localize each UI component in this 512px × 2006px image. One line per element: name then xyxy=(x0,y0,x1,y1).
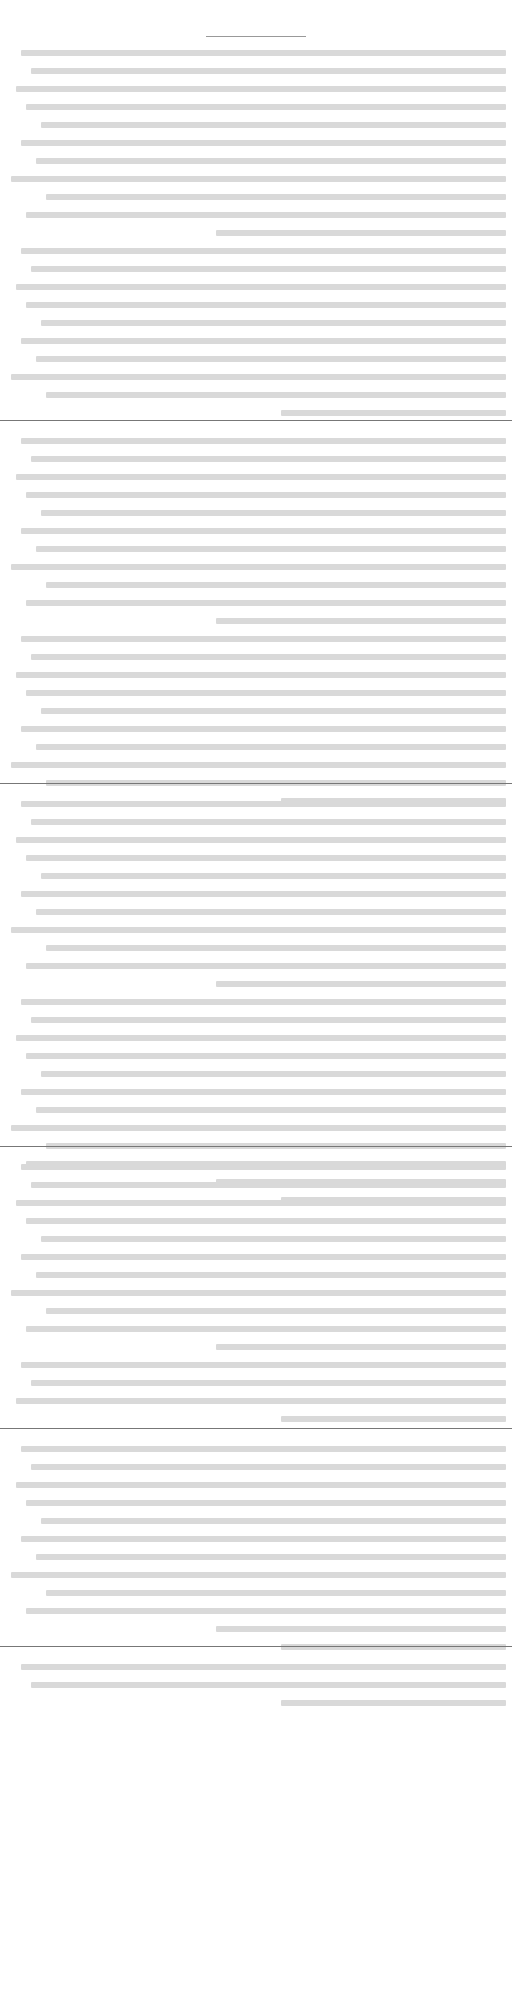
text-line-placeholder xyxy=(31,1682,506,1688)
text-line-placeholder xyxy=(21,1362,506,1368)
text-line-placeholder xyxy=(26,855,506,861)
text-line xyxy=(6,1374,506,1392)
text-line xyxy=(6,62,506,80)
text-line xyxy=(6,206,506,224)
text-line xyxy=(6,1548,506,1566)
text-line xyxy=(6,1047,506,1065)
text-line-placeholder xyxy=(41,320,506,326)
text-line-placeholder xyxy=(26,302,506,308)
text-line xyxy=(6,648,506,666)
text-line xyxy=(6,44,506,62)
text-line xyxy=(6,1620,506,1638)
text-line-placeholder xyxy=(26,1500,506,1506)
text-line-placeholder xyxy=(216,230,506,236)
text-line xyxy=(6,684,506,702)
text-line-placeholder xyxy=(21,1536,506,1542)
text-line xyxy=(6,993,506,1011)
paragraph-section-4 xyxy=(6,1158,506,1428)
text-line-placeholder xyxy=(21,999,506,1005)
text-line xyxy=(6,849,506,867)
text-line xyxy=(6,1584,506,1602)
text-line xyxy=(6,630,506,648)
text-line-placeholder xyxy=(216,618,506,624)
text-line xyxy=(6,939,506,957)
text-line-placeholder xyxy=(21,1254,506,1260)
text-line-placeholder xyxy=(21,438,506,444)
section-divider xyxy=(0,1646,512,1647)
text-line xyxy=(6,831,506,849)
text-line xyxy=(6,885,506,903)
text-line xyxy=(6,702,506,720)
text-line-placeholder xyxy=(41,1518,506,1524)
text-line-placeholder xyxy=(11,762,506,768)
text-line xyxy=(6,1194,506,1212)
text-line-placeholder xyxy=(281,1700,506,1706)
text-line-placeholder xyxy=(21,528,506,534)
text-line-placeholder xyxy=(46,1590,506,1596)
text-line-placeholder xyxy=(36,546,506,552)
text-line xyxy=(6,1266,506,1284)
text-line xyxy=(6,1248,506,1266)
text-line xyxy=(6,1512,506,1530)
text-line xyxy=(6,170,506,188)
text-line-placeholder xyxy=(16,474,506,480)
title-divider xyxy=(206,36,306,37)
text-line-placeholder xyxy=(41,122,506,128)
text-line-placeholder xyxy=(26,1218,506,1224)
text-line xyxy=(6,666,506,684)
text-line-placeholder xyxy=(21,338,506,344)
section-divider xyxy=(0,1428,512,1429)
text-line-placeholder xyxy=(281,410,506,416)
text-line xyxy=(6,1566,506,1584)
text-line xyxy=(6,1458,506,1476)
text-line xyxy=(6,386,506,404)
text-line xyxy=(6,152,506,170)
text-line xyxy=(6,720,506,738)
text-line xyxy=(6,1530,506,1548)
text-line-placeholder xyxy=(11,374,506,380)
text-line xyxy=(6,921,506,939)
text-line xyxy=(6,80,506,98)
text-line-placeholder xyxy=(16,86,506,92)
text-line-placeholder xyxy=(11,1290,506,1296)
text-line xyxy=(6,1212,506,1230)
text-line-placeholder xyxy=(21,1664,506,1670)
text-line-placeholder xyxy=(11,564,506,570)
text-line xyxy=(6,1284,506,1302)
text-line-placeholder xyxy=(26,492,506,498)
text-line xyxy=(6,813,506,831)
text-line xyxy=(6,1392,506,1410)
section-divider xyxy=(0,1146,512,1147)
text-line xyxy=(6,957,506,975)
section-divider xyxy=(0,783,512,784)
text-line-placeholder xyxy=(26,1053,506,1059)
text-line-placeholder xyxy=(31,68,506,74)
paragraph-section-1 xyxy=(6,44,506,422)
text-line-placeholder xyxy=(36,744,506,750)
text-line-placeholder xyxy=(46,392,506,398)
text-line-placeholder xyxy=(41,1236,506,1242)
text-line xyxy=(6,1083,506,1101)
text-line-placeholder xyxy=(46,582,506,588)
text-line xyxy=(6,1029,506,1047)
text-line xyxy=(6,468,506,486)
text-line xyxy=(6,540,506,558)
text-line-placeholder xyxy=(46,194,506,200)
text-line-placeholder xyxy=(31,1380,506,1386)
text-line-placeholder xyxy=(31,654,506,660)
text-line-placeholder xyxy=(31,266,506,272)
text-line-placeholder xyxy=(41,1071,506,1077)
text-line-placeholder xyxy=(36,1107,506,1113)
text-line xyxy=(6,1119,506,1137)
text-line xyxy=(6,1638,506,1656)
text-line-placeholder xyxy=(21,801,506,807)
text-line-placeholder xyxy=(21,248,506,254)
text-line xyxy=(6,1338,506,1356)
text-line xyxy=(6,314,506,332)
text-line xyxy=(6,738,506,756)
text-line-placeholder xyxy=(16,837,506,843)
text-line-placeholder xyxy=(16,1482,506,1488)
section-divider xyxy=(0,420,512,421)
text-line xyxy=(6,975,506,993)
text-line-placeholder xyxy=(216,1626,506,1632)
text-line-placeholder xyxy=(36,158,506,164)
text-line xyxy=(6,332,506,350)
paragraph-section-5 xyxy=(6,1440,506,1656)
text-line xyxy=(6,558,506,576)
text-line xyxy=(6,450,506,468)
text-line xyxy=(6,867,506,885)
text-line-placeholder xyxy=(216,981,506,987)
text-line-placeholder xyxy=(21,1164,506,1170)
text-line xyxy=(6,1230,506,1248)
text-line-placeholder xyxy=(36,1554,506,1560)
text-line xyxy=(6,1356,506,1374)
text-line-placeholder xyxy=(21,891,506,897)
text-line-placeholder xyxy=(21,50,506,56)
text-line xyxy=(6,594,506,612)
text-line-placeholder xyxy=(46,1308,506,1314)
text-line xyxy=(6,278,506,296)
text-line xyxy=(6,1658,506,1676)
text-line xyxy=(6,1320,506,1338)
text-line xyxy=(6,432,506,450)
text-line xyxy=(6,1302,506,1320)
text-line-placeholder xyxy=(26,1608,506,1614)
text-line-placeholder xyxy=(21,1089,506,1095)
text-line-placeholder xyxy=(31,456,506,462)
text-line-placeholder xyxy=(36,909,506,915)
text-line xyxy=(6,1101,506,1119)
text-line-placeholder xyxy=(21,1446,506,1452)
text-line-placeholder xyxy=(11,927,506,933)
text-line-placeholder xyxy=(46,945,506,951)
text-line xyxy=(6,98,506,116)
text-line-placeholder xyxy=(16,1398,506,1404)
text-line xyxy=(6,522,506,540)
text-line xyxy=(6,756,506,774)
text-line xyxy=(6,224,506,242)
text-line xyxy=(6,260,506,278)
text-line xyxy=(6,1158,506,1176)
text-line-placeholder xyxy=(21,726,506,732)
text-line xyxy=(6,350,506,368)
text-line-placeholder xyxy=(16,672,506,678)
text-line-placeholder xyxy=(216,1344,506,1350)
text-line-placeholder xyxy=(11,176,506,182)
text-line-placeholder xyxy=(31,819,506,825)
text-line xyxy=(6,1065,506,1083)
text-line-placeholder xyxy=(31,1182,506,1188)
text-line xyxy=(6,1494,506,1512)
text-line xyxy=(6,242,506,260)
text-line-placeholder xyxy=(26,963,506,969)
text-line-placeholder xyxy=(36,1272,506,1278)
text-line xyxy=(6,1602,506,1620)
text-line xyxy=(6,368,506,386)
text-line-placeholder xyxy=(26,104,506,110)
text-line-placeholder xyxy=(26,600,506,606)
paragraph-section-2 xyxy=(6,432,506,810)
text-line-placeholder xyxy=(41,873,506,879)
text-line-placeholder xyxy=(11,1125,506,1131)
text-line-placeholder xyxy=(16,1035,506,1041)
text-line xyxy=(6,612,506,630)
text-line xyxy=(6,576,506,594)
paragraph-section-6 xyxy=(6,1658,506,1712)
text-line xyxy=(6,188,506,206)
text-line-placeholder xyxy=(281,1644,506,1650)
text-line-placeholder xyxy=(36,356,506,362)
text-line xyxy=(6,1476,506,1494)
text-line xyxy=(6,486,506,504)
text-line-placeholder xyxy=(41,510,506,516)
text-line-placeholder xyxy=(16,1200,506,1206)
text-line xyxy=(6,1410,506,1428)
text-line-placeholder xyxy=(21,140,506,146)
text-line-placeholder xyxy=(41,708,506,714)
text-line-placeholder xyxy=(281,1416,506,1422)
text-line-placeholder xyxy=(31,1464,506,1470)
text-line xyxy=(6,795,506,813)
text-line xyxy=(6,504,506,522)
text-line-placeholder xyxy=(21,636,506,642)
text-line-placeholder xyxy=(26,1326,506,1332)
text-line xyxy=(6,1011,506,1029)
text-line xyxy=(6,1440,506,1458)
text-line xyxy=(6,296,506,314)
text-line xyxy=(6,903,506,921)
text-line-placeholder xyxy=(16,284,506,290)
text-line xyxy=(6,134,506,152)
text-line xyxy=(6,116,506,134)
text-line xyxy=(6,1176,506,1194)
text-line-placeholder xyxy=(26,690,506,696)
text-line xyxy=(6,1694,506,1712)
text-line-placeholder xyxy=(26,212,506,218)
text-line-placeholder xyxy=(31,1017,506,1023)
text-line xyxy=(6,1676,506,1694)
text-line-placeholder xyxy=(11,1572,506,1578)
